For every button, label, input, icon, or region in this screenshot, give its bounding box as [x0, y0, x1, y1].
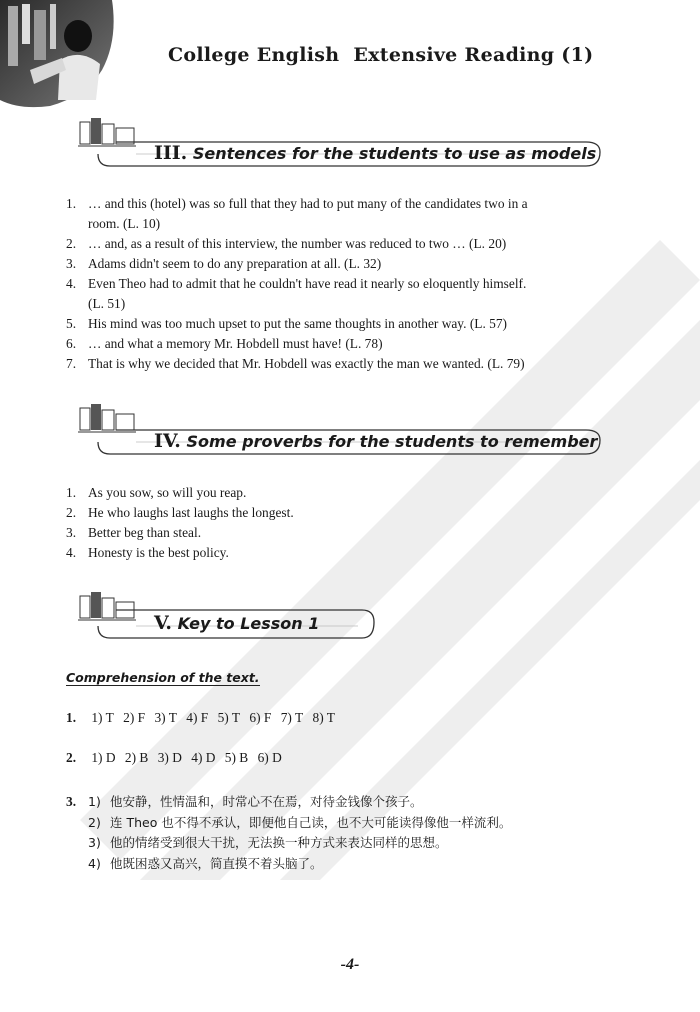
section-iv-heading: [154, 430, 597, 452]
section-iii-heading: [154, 142, 596, 164]
comprehension-subhead: Comprehension of the text.: [66, 670, 260, 685]
books-icon: [76, 588, 140, 632]
answer-row-2: 2. 1) D 2) B 3) D 4) D 5) B 6) D: [66, 750, 282, 765]
running-header: [168, 44, 593, 66]
section-iii: [76, 114, 616, 174]
list-item: 3. Better beg than steal.: [66, 525, 202, 540]
section-v-heading: [154, 612, 319, 634]
answer-block-3: [66, 792, 511, 874]
section-v-numeral: V.: [154, 612, 173, 634]
list-item: 3. 1) 他安静，性情温和，时常心不在焉，对待金钱像个孩子。: [66, 794, 423, 809]
list-item: 2. … and, as a result of this interview, the number was reduced to two … (L. 20): [66, 236, 507, 251]
list-item: 7. That is why we decided that Mr. Hobdell was exactly the man we wanted. (L. 79): [66, 356, 525, 371]
list-item: 4) 他既困惑又高兴，简直摸不着头脑了。: [88, 855, 323, 871]
section-iii-numeral: III.: [154, 142, 188, 164]
list-item: 1. As you sow, so will you reap.: [66, 485, 247, 500]
section-iv: [76, 400, 616, 460]
books-icon: [76, 114, 140, 158]
section-iii-list: [66, 194, 660, 374]
list-item: 6. … and what a memory Mr. Hobdell must have! (L. 78): [66, 336, 383, 351]
header-photo: [0, 0, 118, 108]
header-title-part2: Extensive Reading (1): [353, 44, 594, 66]
books-icon: [76, 400, 140, 444]
section-iv-list: [66, 483, 660, 563]
section-iv-numeral: IV.: [154, 430, 181, 452]
page-number: -4-: [340, 956, 360, 973]
list-item: 3) 他的情绪受到很大干扰，无法换一种方式来表达同样的思想。: [88, 835, 448, 850]
list-item: 2. He who laughs last laughs the longest.: [66, 505, 294, 520]
section-iv-title: Some proverbs for the students to remember: [186, 432, 598, 451]
list-item: 5. His mind was too much upset to put the same thoughts in another way. (L. 57): [66, 316, 508, 331]
answer-row-1: 1. 1) T 2) F 3) T 4) F 5) T 6) F 7) T 8) T: [66, 710, 335, 725]
header-title-part1: College English: [168, 44, 340, 66]
list-item: 1. … and this (hotel) was so full that they had to put many of the candidates two in a room. (L. 10): [66, 196, 528, 231]
section-v: [76, 588, 396, 648]
list-item: 4. Even Theo had to admit that he couldn't have read it nearly so eloquently himself. (L. 51): [66, 276, 527, 311]
list-item: 3. Adams didn't seem to do any preparation at all. (L. 32): [66, 256, 382, 271]
section-iii-title: Sentences for the students to use as models: [192, 144, 597, 163]
list-item: 2) 连 Theo 也不得不承认，即便他自己读，也不大可能读得像他一样流利。: [88, 814, 512, 830]
section-v-title: Key to Lesson 1: [177, 614, 320, 633]
list-item: 4. Honesty is the best policy.: [66, 545, 229, 560]
